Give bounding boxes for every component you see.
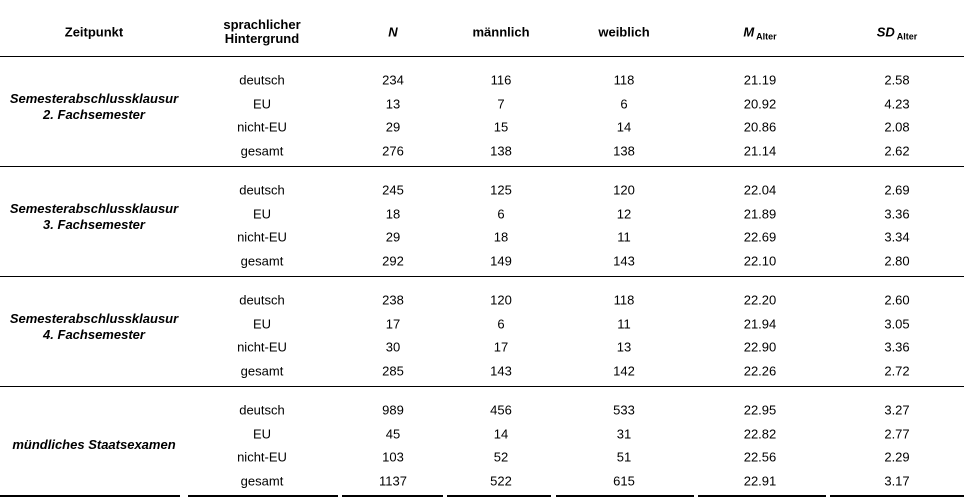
group-label-line2: 2. Fachsemester bbox=[43, 107, 145, 122]
cell-sd: 4.23 bbox=[884, 96, 910, 111]
cell-weiblich: 118 bbox=[613, 292, 635, 308]
cell-m: 22.90 bbox=[743, 339, 777, 355]
cell-sd: 2.62 bbox=[884, 143, 910, 158]
cell-sd: 2.08 bbox=[884, 119, 910, 135]
cell-weiblich: 120 bbox=[613, 182, 635, 198]
cell-m: 21.89 bbox=[743, 206, 777, 221]
cell-n: 292 bbox=[382, 253, 404, 268]
cell-sd: 3.05 bbox=[884, 316, 910, 331]
cell-sd: 3.34 bbox=[884, 229, 910, 245]
cell-hintergrund: gesamt bbox=[240, 253, 284, 268]
cell-hintergrund: deutsch bbox=[239, 402, 285, 418]
cell-maennlich: 143 bbox=[490, 363, 512, 378]
cell-hintergrund: deutsch bbox=[239, 72, 285, 88]
cell-n: 1137 bbox=[379, 473, 407, 488]
cell-maennlich: 116 bbox=[490, 72, 512, 88]
header-hintergrund-line2: Hintergrund bbox=[224, 31, 300, 46]
bottom-rule-segment bbox=[698, 495, 826, 497]
cell-sd: 2.80 bbox=[884, 253, 910, 268]
cell-sd: 2.77 bbox=[884, 426, 910, 441]
cell-maennlich: 7 bbox=[497, 96, 505, 111]
cell-weiblich: 143 bbox=[613, 253, 635, 268]
group-label-line1: mündliches Staatsexamen bbox=[12, 437, 176, 452]
cell-m: 22.56 bbox=[743, 449, 777, 465]
cell-weiblich: 14 bbox=[616, 119, 632, 135]
header-sprachlicher-hintergrund bbox=[223, 18, 300, 46]
group-rule-3 bbox=[0, 386, 964, 387]
cell-hintergrund: nicht-EU bbox=[237, 339, 287, 355]
cell-weiblich: 615 bbox=[613, 473, 635, 488]
cell-n: 245 bbox=[382, 182, 404, 198]
cell-sd: 3.17 bbox=[884, 473, 910, 488]
group-label-line2: 3. Fachsemester bbox=[43, 217, 145, 232]
cell-m: 22.95 bbox=[743, 402, 777, 418]
cell-sd: 2.60 bbox=[884, 292, 910, 308]
cell-m: 22.10 bbox=[743, 253, 777, 268]
cell-maennlich: 15 bbox=[493, 119, 509, 135]
cell-hintergrund: EU bbox=[252, 96, 272, 111]
header-maennlich: männlich bbox=[472, 24, 530, 40]
cell-hintergrund: EU bbox=[252, 426, 272, 441]
cell-sd: 2.69 bbox=[884, 182, 910, 198]
cell-maennlich: 52 bbox=[493, 449, 509, 465]
bottom-rule-segment bbox=[0, 495, 180, 497]
cell-m: 21.94 bbox=[743, 316, 777, 331]
cell-m: 20.86 bbox=[743, 119, 777, 135]
header-n: N bbox=[388, 24, 398, 40]
bottom-rule-segment bbox=[830, 495, 964, 497]
cell-n: 103 bbox=[382, 449, 404, 465]
cell-m: 22.91 bbox=[743, 473, 777, 488]
cell-weiblich: 6 bbox=[620, 96, 628, 111]
cell-sd: 2.72 bbox=[884, 363, 910, 378]
bottom-rule-segment bbox=[556, 495, 694, 497]
cell-m: 21.14 bbox=[743, 143, 777, 158]
cell-maennlich: 17 bbox=[493, 339, 509, 355]
group-label-line2: 4. Fachsemester bbox=[43, 327, 145, 342]
cell-maennlich: 522 bbox=[490, 473, 512, 488]
cell-n: 285 bbox=[382, 363, 404, 378]
cell-m: 22.26 bbox=[743, 363, 777, 378]
cell-hintergrund: EU bbox=[252, 206, 272, 221]
cell-weiblich: 31 bbox=[616, 426, 632, 441]
cell-hintergrund: nicht-EU bbox=[237, 229, 287, 245]
cell-weiblich: 11 bbox=[617, 229, 631, 245]
cell-weiblich: 13 bbox=[616, 339, 632, 355]
cell-m: 22.82 bbox=[743, 426, 777, 441]
cell-sd: 3.36 bbox=[884, 206, 910, 221]
group-label-line1: Semesterabschlussklausur bbox=[9, 91, 179, 106]
cell-weiblich: 118 bbox=[613, 72, 635, 88]
cell-hintergrund: nicht-EU bbox=[237, 119, 287, 135]
cell-maennlich: 18 bbox=[493, 229, 509, 245]
group-label bbox=[10, 311, 178, 343]
bottom-rule-segment bbox=[342, 495, 443, 497]
cell-n: 29 bbox=[385, 229, 401, 245]
cell-n: 13 bbox=[385, 96, 401, 111]
cell-n: 29 bbox=[385, 119, 401, 135]
cell-hintergrund: gesamt bbox=[240, 473, 284, 488]
cell-weiblich: 11 bbox=[617, 316, 631, 331]
group-label-line1: Semesterabschlussklausur bbox=[9, 311, 179, 326]
header-sd-alter bbox=[877, 25, 918, 42]
header-m-alter bbox=[743, 25, 776, 42]
cell-maennlich: 149 bbox=[490, 253, 512, 268]
cell-n: 234 bbox=[382, 72, 404, 88]
cell-n: 18 bbox=[385, 206, 401, 221]
header-sd-sub: Alter bbox=[896, 31, 918, 42]
bottom-rule-segment bbox=[447, 495, 551, 497]
cell-n: 30 bbox=[385, 339, 401, 355]
header-zeitpunkt: Zeitpunkt bbox=[64, 24, 124, 40]
cell-sd: 2.29 bbox=[884, 449, 910, 465]
cell-n: 45 bbox=[385, 426, 401, 441]
header-m-main: M bbox=[743, 24, 755, 40]
cell-hintergrund: gesamt bbox=[240, 143, 284, 158]
cell-weiblich: 533 bbox=[613, 402, 635, 418]
cell-maennlich: 6 bbox=[497, 206, 505, 221]
group-rule-2 bbox=[0, 276, 964, 277]
cell-maennlich: 14 bbox=[493, 426, 509, 441]
header-m-sub: Alter bbox=[756, 31, 777, 42]
cell-m: 22.69 bbox=[743, 229, 777, 245]
group-label bbox=[10, 91, 178, 123]
cell-hintergrund: EU bbox=[252, 316, 272, 331]
cell-m: 22.04 bbox=[743, 182, 777, 198]
header-hintergrund-line1: sprachlicher bbox=[223, 17, 301, 32]
cell-n: 276 bbox=[382, 143, 404, 158]
cell-weiblich: 138 bbox=[613, 143, 635, 158]
cell-hintergrund: nicht-EU bbox=[237, 449, 287, 465]
cell-weiblich: 142 bbox=[613, 363, 635, 378]
cell-hintergrund: deutsch bbox=[239, 182, 285, 198]
cell-n: 989 bbox=[382, 402, 404, 418]
cell-maennlich: 125 bbox=[490, 182, 512, 198]
cell-m: 21.19 bbox=[743, 72, 777, 88]
group-label bbox=[12, 437, 175, 453]
cell-weiblich: 12 bbox=[616, 206, 632, 221]
cell-n: 238 bbox=[382, 292, 404, 308]
group-label bbox=[10, 201, 178, 233]
header-weiblich: weiblich bbox=[598, 24, 650, 40]
cell-n: 17 bbox=[385, 316, 401, 331]
cell-hintergrund: gesamt bbox=[240, 363, 284, 378]
cell-sd: 3.27 bbox=[884, 402, 910, 418]
header-rule bbox=[0, 56, 964, 57]
group-label-line1: Semesterabschlussklausur bbox=[9, 201, 179, 216]
cell-maennlich: 456 bbox=[490, 402, 512, 418]
cell-m: 22.20 bbox=[743, 292, 777, 308]
group-rule-1 bbox=[0, 166, 964, 167]
cell-m: 20.92 bbox=[743, 96, 777, 111]
cell-weiblich: 51 bbox=[616, 449, 632, 465]
cell-maennlich: 6 bbox=[497, 316, 505, 331]
cell-maennlich: 138 bbox=[490, 143, 512, 158]
cell-hintergrund: deutsch bbox=[239, 292, 285, 308]
header-sd-main: SD bbox=[876, 24, 895, 40]
bottom-rule-segment bbox=[188, 495, 338, 497]
cell-maennlich: 120 bbox=[490, 292, 512, 308]
cell-sd: 2.58 bbox=[884, 72, 910, 88]
cell-sd: 3.36 bbox=[884, 339, 910, 355]
